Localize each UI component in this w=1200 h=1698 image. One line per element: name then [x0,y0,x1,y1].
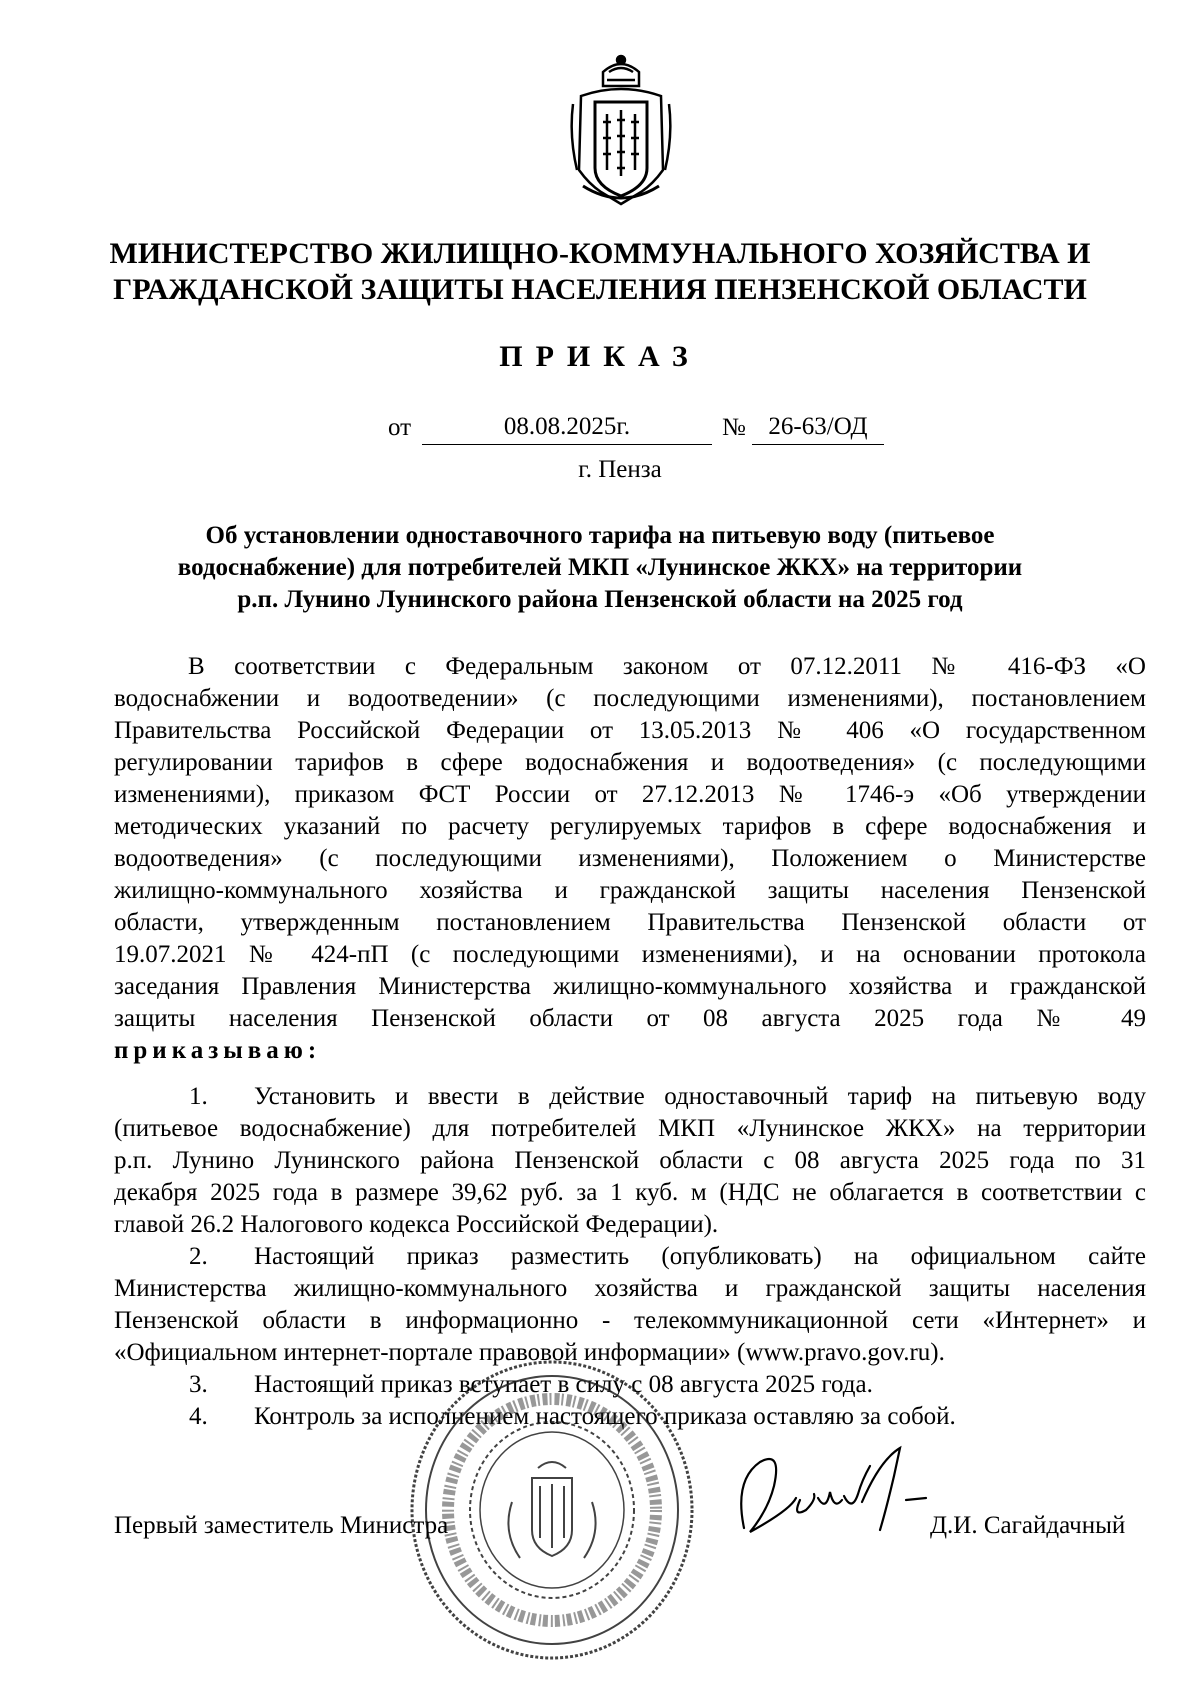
subject-line: водоснабжение) для потребителей МКП «Лунинское ЖКХ» на территории [177,554,1023,581]
list-item [114,1241,1146,1273]
preamble-line: регулировании тарифов в сфере водоснабжения и водоотведения» (с последующими [114,749,1146,776]
preamble-line: области, утвержденным постановлением Правительства Пензенской области от [114,909,1146,936]
preamble-paragraph [114,651,1146,1067]
document-subject [150,520,1050,616]
subject-line: Об установлении одноставочного тарифа на питьевую воду (питьевое [205,522,995,549]
official-seal-stamp [402,1352,702,1668]
item-number: 3. [189,1371,208,1398]
ministry-name-line-1: МИНИСТЕРСТВО ЖИЛИЩНО-КОММУНАЛЬНОГО ХОЗЯЙСТВА И [109,237,1091,270]
preamble-line: Правительства Российской Федерации от 13.05.2013 № 406 «О государственном [114,717,1146,744]
preamble-line: методических указаний по расчету регулируемых тарифов в сфере водоснабжения и [114,813,1146,840]
date-label: от [388,414,412,441]
ministry-name [80,236,1120,308]
preamble-line: изменениями), приказом ФСТ России от 27.12.2013 № 1746-э «Об утверждении [114,781,1146,808]
item-line: Настоящий приказ разместить (опубликовать) на официальном сайте [254,1243,1146,1270]
number-label: № [722,414,746,441]
document-number: 26-63/ОД [752,414,884,445]
preamble-line: водоснабжении и водоотведении» (с последующими изменениями), постановлением [114,685,1146,712]
signatory-position: Первый заместитель Министра [114,1512,449,1539]
subject-line: р.п. Лунино Лунинского района Пензенской области на 2025 год [237,586,963,613]
item-line: Настоящий приказ вступает в силу с 08 августа 2025 года. [254,1371,873,1398]
item-line: Министерства жилищно-коммунального хозяйства и гражданской защиты населения [114,1275,1146,1302]
ministry-name-line-2: ГРАЖДАНСКОЙ ЗАЩИТЫ НАСЕЛЕНИЯ ПЕНЗЕНСКОЙ ОБЛАСТИ [113,273,1087,306]
signatory-name: Д.И. Сагайдачный [930,1512,1126,1539]
item-number: 1. [189,1083,208,1110]
coat-of-arms-emblem [567,52,675,210]
document-type-title: ПРИКАЗ [499,340,701,373]
item-line: декабря 2025 года в размере 39,62 руб. за 1 куб. м (НДС не облагается в соответствии с [114,1179,1146,1206]
handwritten-signature [730,1440,930,1550]
item-line: Установить и ввести в действие одноставочный тариф на питьевую воду [254,1083,1146,1110]
preamble-line: водоотведения» (с последующими изменениями), Положением о Министерстве [114,845,1146,872]
item-line: р.п. Лунино Лунинского района Пензенской области с 08 августа 2025 года по 31 [114,1147,1146,1174]
item-line: (питьевое водоснабжение) для потребителей МКП «Лунинское ЖКХ» на территории [114,1115,1146,1142]
document-date: 08.08.2025г. [422,414,712,445]
date-number-row [0,410,1200,450]
order-word: приказываю: [114,1037,322,1064]
city: г. Пенза [578,456,662,483]
list-item [114,1081,1146,1113]
preamble-line: жилищно-коммунального хозяйства и гражданской защиты населения Пензенской [114,877,1146,904]
item-number: 4. [189,1403,208,1430]
item-line: главой 26.2 Налогового кодекса Российской Федерации). [114,1211,719,1238]
preamble-line: защиты населения Пензенской области от 08 августа 2025 года № 49 [114,1005,1146,1032]
preamble-line: 19.07.2021 № 424-пП (с последующими изменениями), и на основании протокола [114,941,1146,968]
item-number: 2. [189,1243,208,1270]
order-word-line [114,1035,1146,1067]
item-line: «Официальном интернет-портале правовой информации» (www.pravo.gov.ru). [114,1339,945,1366]
item-line: Контроль за исполнением настоящего приказа оставляю за собой. [254,1403,956,1430]
item-line: Пензенской области в информационно - телекоммуникационной сети «Интернет» и [114,1307,1146,1334]
preamble-line: В соответствии с Федеральным законом от 07.12.2011 № 416-ФЗ «О [188,653,1146,680]
preamble-line: заседания Правления Министерства жилищно-коммунального хозяйства и гражданской [114,973,1146,1000]
